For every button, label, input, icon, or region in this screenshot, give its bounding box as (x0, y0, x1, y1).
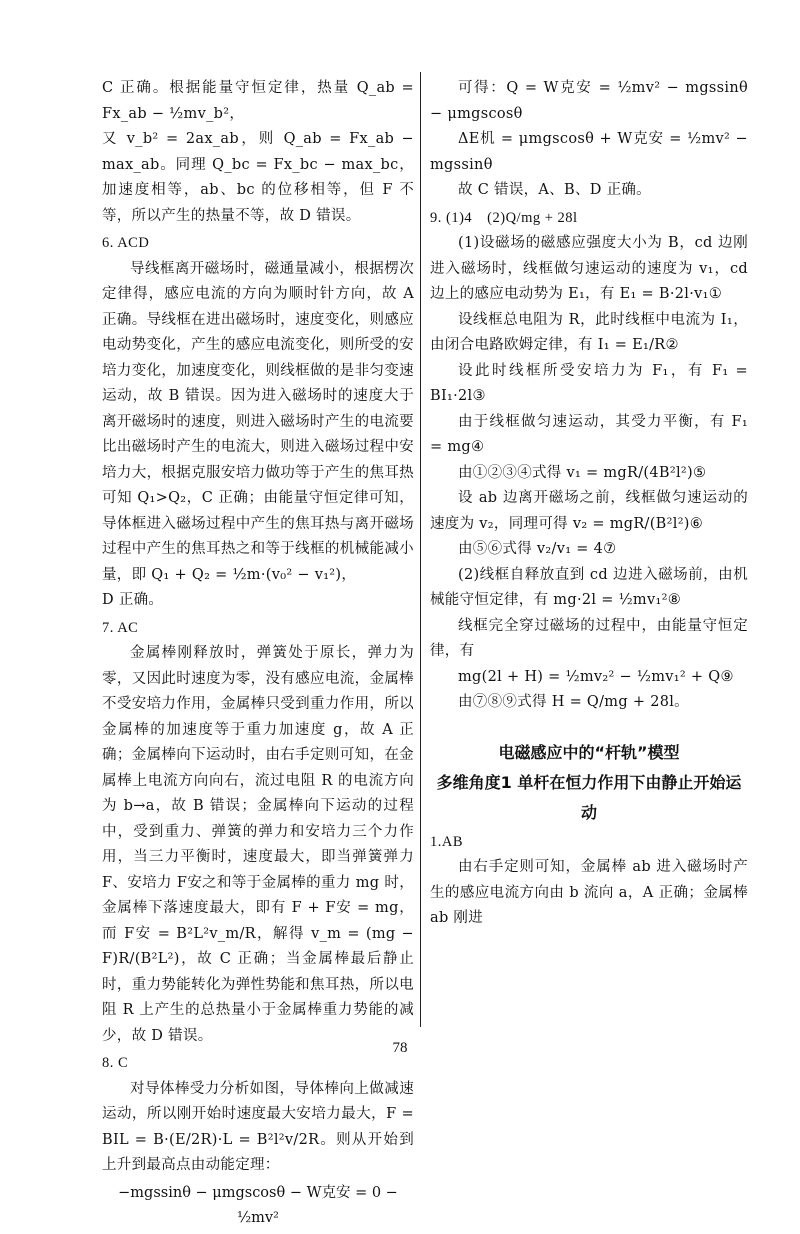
answer-number: 7. AC (102, 619, 139, 636)
solution-paragraph: 导线框离开磁场时，磁通量减小，根据楞次定律得，感应电流的方向为顺时针方向，故 A 正确。导线框在进出磁场时，速度变化，则感应电动势变化，产生的感应电流变化，则所受的安培力变化，加速度变化，则线框做的是非匀变速运动，故 B 错误。因为进入磁场时的速度大于离开磁场时的速度，则进入磁场时产生的电流要比出磁场时产生的电流大，则进入磁场过程中安培力大，根据克服安培力做功等于产生的焦耳热可知 Q₁>Q₂，C 正确；由能量守恒定律可知，导体框进入磁场过程中产生的焦耳热与离开磁场过程中产生的焦耳热之和等于线框的机械能减小量，即 Q₁ + Q₂ = ½m·(v₀² − v₁²)， (102, 260, 414, 583)
solution-paragraph: ΔE机 = μmgscosθ + W克安 = ½mv² − mgssinθ (430, 131, 748, 173)
solution-paragraph: (1)设磁场的磁感应强度大小为 B，cd 边刚进入磁场时，线框做匀速运动的速度为 v₁，cd 边上的感应电动势为 E₁，有 E₁ = B·2l·v₁① (430, 235, 748, 302)
solution-paragraph: 由于线框做匀速运动，其受力平衡，有 F₁ = mg④ (430, 413, 748, 455)
answer-number: 1.AB (430, 833, 464, 850)
solution-paragraph: 由⑤⑥式得 v₂/v₁ = 4⑦ (458, 541, 617, 557)
solution-paragraph: 故 C 错误，A、B、D 正确。 (458, 182, 651, 198)
answer-number: 6. ACD (102, 235, 150, 251)
solution-paragraph: 对导体棒受力分析如图，导体棒向上做减速运动，所以刚开始时速度最大安培力最大，F = BIL = B·(E/2R)·L = B²l²v/2R。则从开始到上升到最高点由动能定理： (102, 1080, 414, 1173)
answer-number: 9. (1)4 (2)Q/mg + 28l (430, 209, 578, 226)
solution-paragraph: 由⑦⑧⑨式得 H = Q/mg + 28l。 (458, 694, 689, 710)
page-number: 78 (392, 1040, 408, 1056)
left-column (102, 76, 414, 1234)
solution-paragraph: 由右手定则可知，金属棒 ab 进入磁场时产生的感应电流方向由 b 流向 a，A 正确；金属棒 ab 刚进 (430, 859, 748, 926)
solution-paragraph: mg(2l + H) = ½mv₂² − ½mv₁² + Q⑨ (458, 668, 734, 685)
right-column (430, 76, 748, 932)
section-gap (430, 716, 748, 738)
solution-paragraph: D 正确。 (102, 592, 164, 608)
section-heading: 多维角度1 单杆在恒力作用下由静止开始运动 (436, 772, 742, 822)
solution-paragraph: 设 ab 边离开磁场之前，线框做匀速运动的速度为 v₂，同理可得 v₂ = mgR/(B²l²)⑥ (430, 490, 748, 532)
solution-paragraph: 金属棒刚释放时，弹簧处于原长，弹力为零，又因此时速度为零，没有感应电流，金属棒不受安培力作用，金属棒只受到重力作用，所以金属棒的加速度等于重力加速度 g，故 A 正确；金属棒向下运动时，由右手定则可知，在金属棒上电流方向向右，流过电阻 R 的电流方向为 b→a，故 B 错误；金属棒向下运动的过程中，受到重力、弹簧的弹力和安培力三个力作用，当三力平衡时，速度最大，即当弹簧弹力 F、安培力 F安之和等于金属棒的重力 mg 时，金属棒下落速度最大，即有 F + F安 = mg，而 F安 = B²L²v_m/R，解得 v_m = (mg − F)R/(B²L²)，故 C 正确；当金属棒最后静止时，重力势能转化为弹性势能和焦耳热，所以电阻 R 上产生的总热量小于金属棒重力势能的减少，故 D 错误。 (102, 645, 414, 1044)
solution-paragraph: (2)线框自释放直到 cd 边进入磁场前，由机械能守恒定律，有 mg·2l = ½mv₁²⑧ (430, 566, 748, 608)
solution-paragraph: 又 v_b² = 2ax_ab，则 Q_ab = Fx_ab − max_ab。同理 Q_bc = Fx_bc − max_bc，加速度相等，ab、bc 的位移相等，但 F 不等，所以产生的热量不等，故 D 错误。 (102, 131, 414, 224)
equation-line: −mgssinθ − μmgscosθ − W克安 = 0 − ½mv² (118, 1184, 398, 1226)
solution-paragraph: 可得：Q = W克安 = ½mv² − mgssinθ − μmgscosθ (430, 80, 748, 122)
solution-paragraph: 设此时线框所受安培力为 F₁，有 F₁ = BI₁·2l③ (430, 362, 748, 404)
solution-paragraph: C 正确。根据能量守恒定律，热量 Q_ab = Fx_ab − ½mv_b²， (102, 80, 414, 122)
solution-paragraph: 由①②③④式得 v₁ = mgR/(4B²l²)⑤ (458, 464, 707, 481)
solution-paragraph: 设线框总电阻为 R，此时线框中电流为 I₁，由闭合电路欧姆定律，有 I₁ = E₁/R② (430, 311, 748, 353)
solution-paragraph: 线框完全穿过磁场的过程中，由能量守恒定律，有 (430, 617, 748, 659)
column-divider (420, 72, 421, 1027)
section-heading: 电磁感应中的“杆轨”模型 (498, 742, 680, 762)
answer-number: 8. C (102, 1055, 129, 1071)
